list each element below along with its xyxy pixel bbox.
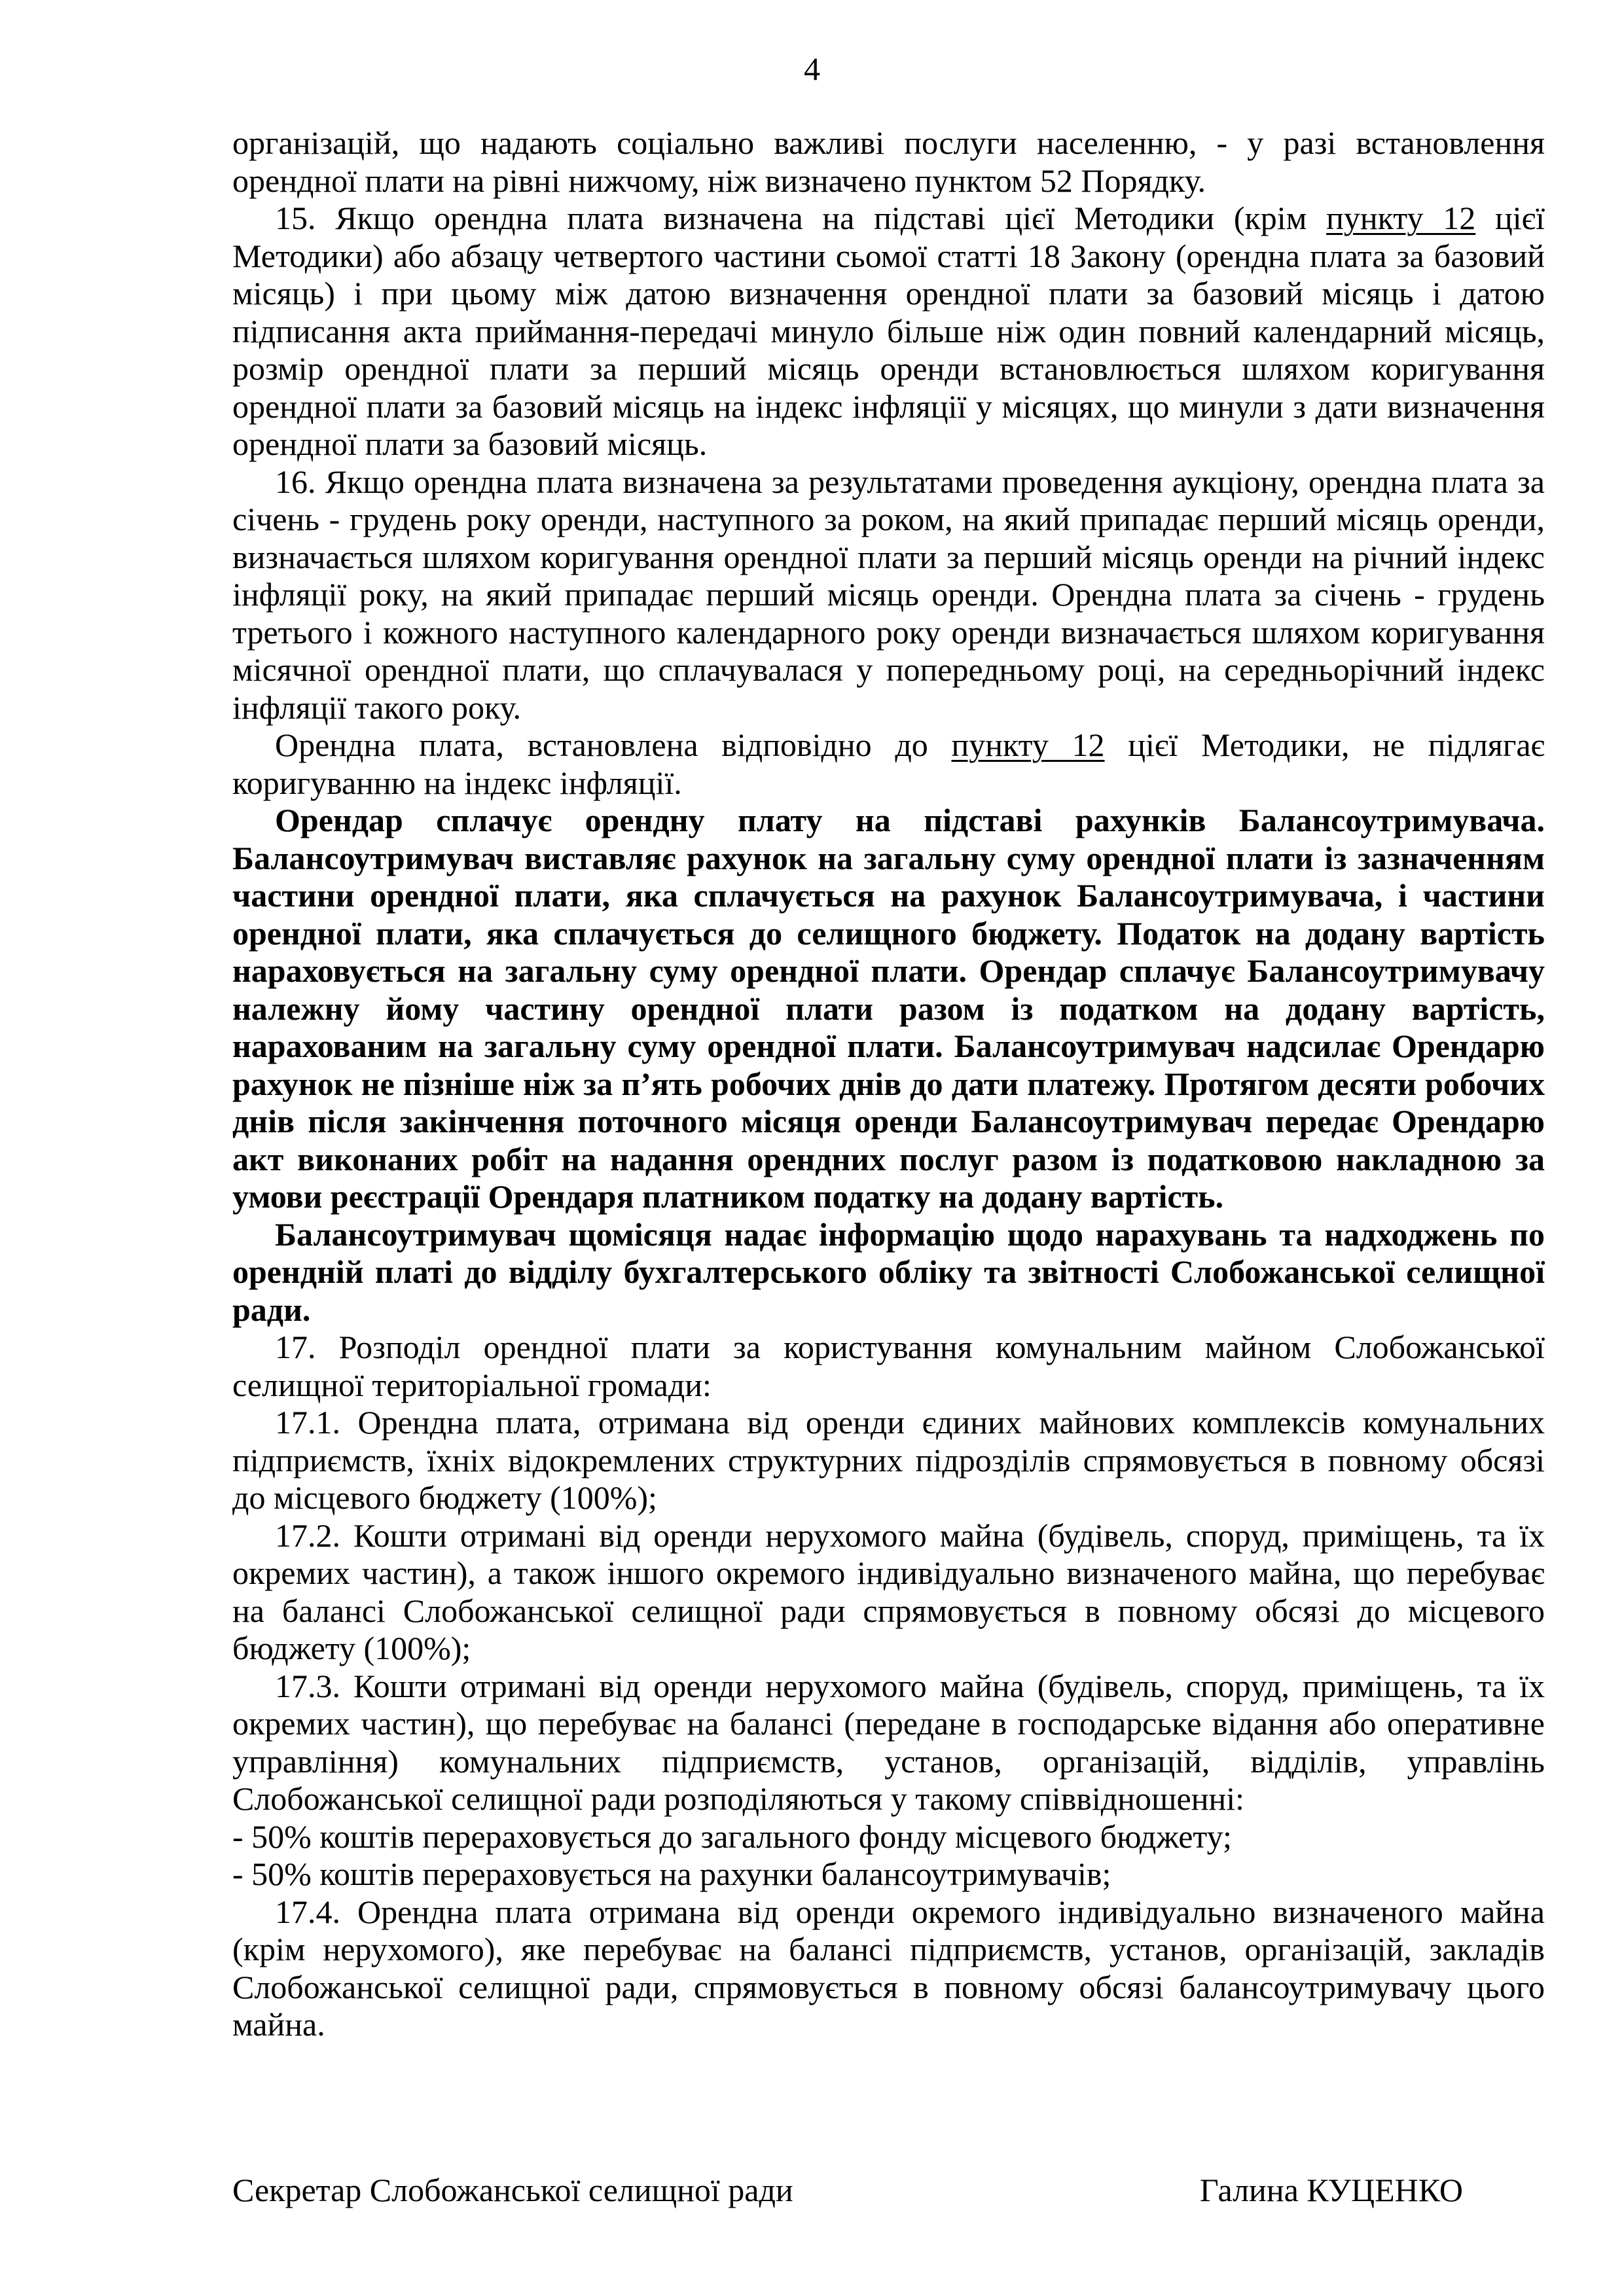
paragraph [232, 463, 1545, 727]
signature-row [232, 2172, 1545, 2210]
paragraph [232, 802, 1545, 1216]
text-run: Балансоутримувач щомісяця надає інформацію щодо нарахувань та надходжень по орендній платі до відділу бухгалтерського обліку та звітності Слобожанської селищної ради. [232, 1215, 1545, 1328]
paragraph [232, 1893, 1545, 2044]
text-run: Орендна плата, встановлена відповідно до [275, 726, 952, 763]
paragraph [232, 124, 1545, 200]
signature-name: Галина КУЦЕНКО [1199, 2171, 1463, 2208]
text-run: 17. Розподіл орендної плати за користування комунальним майном Слобожанської селищної територіальної громади: [232, 1329, 1545, 1403]
paragraph [232, 200, 1545, 463]
text-run: 15. Якщо орендна плата визначена на підставі цієї Методики (крім [275, 200, 1327, 236]
paragraph [232, 1856, 1545, 1893]
paragraph [232, 1329, 1545, 1404]
text-run: 17.4. Орендна плата отримана від оренди окремого індивідуально визначеного майна (крім нерухомого), яке перебуває на балансі підприємств, установ, організацій, закладів Слобожанської селищної ради, спрямовується в повному обсязі балансоутримувачу цього майна. [232, 1893, 1545, 2043]
paragraph [232, 1818, 1545, 1856]
paragraph [232, 726, 1545, 802]
text-run: - 50% коштів перераховується на рахунки балансоутримувачів; [232, 1856, 1111, 1892]
text-run: Орендар сплачує орендну плату на підставі рахунків Балансоутримувача. Балансоутримувач виставляє рахунок на загальну суму орендної плати із зазначенням частини орендної плати, яка сплачується на рахунок Балансоутримувача, і частини орендної плати, яка сплачується до селищного бюджету. Податок на додану вартість нараховується на загальну суму орендної плати. Орендар сплачує Балансоутримувачу належну йому частину орендної плати разом із податком на додану вартість, нарахованим на загальну суму орендної плати. Балансоутримувач надсилає Орендарю рахунок не пізніше ніж за п’ять робочих днів до дати платежу. Протягом десяти робочих днів після закінчення поточного місяця оренди Балансоутримувач передає Орендарю акт виконаних робіт на надання орендних послуг разом із податковою накладною за умови реєстрації Орендаря платником податку на додану вартість. [232, 802, 1545, 1215]
text-run: цієї Методики) або абзацу четвертого частини сьомої статті 18 Закону (орендна плата за базовий місяць) і при цьому між датою визначення орендної плати за базовий місяць і датою підписання акта приймання-передачі минуло більше ніж один повний календарний місяць, розмір орендної плати за перший місяць оренди встановлюється шляхом коригування орендної плати за базовий місяць на індекс інфляції у місяцях, що минули з дати визначення орендної плати за базовий місяць. [232, 200, 1545, 462]
text-run: цієї Методики, не підлягає коригуванню на індекс інфляції. [232, 726, 1545, 801]
text-run: 17.2. Кошти отримані від оренди нерухомого майна (будівель, споруд, приміщень, та їх окремих частин), а також іншого окремого індивідуально визначеного майна, що перебуває на балансі Слобожанської селищної ради спрямовується в повному обсязі до місцевого бюджету (100%); [232, 1516, 1545, 1666]
text-run: - 50% коштів перераховується до загального фонду місцевого бюджету; [232, 1818, 1232, 1855]
text-run: 16. Якщо орендна плата визначена за результатами проведення аукціону, орендна плата за січень - грудень року оренди, наступного за роком, на який припадає перший місяць оренди, визначається шляхом коригування орендної плати за перший місяць оренди на річний індекс інфляції року, на який припадає перший місяць оренди. Орендна плата за січень - грудень третього і кожного наступного календарного року оренди визначається шляхом коригування місячної орендної плати, що сплачувалася у попередньому році, на середньорічний індекс інфляції такого року. [232, 463, 1545, 726]
text-run: 17.1. Орендна плата, отримана від оренди єдиних майнових комплексів комунальних підприємств, їхніх відокремлених структурних підрозділів спрямовується в повному обсязі до місцевого бюджету (100%); [232, 1404, 1545, 1516]
underlined-text-run: пункту 12 [1326, 200, 1476, 236]
paragraph [232, 1404, 1545, 1517]
underlined-text-run: пункту 12 [951, 726, 1105, 763]
signature-title: Секретар Слобожанської селищної ради [232, 2171, 793, 2208]
paragraph [232, 1668, 1545, 1818]
text-run: 17.3. Кошти отримані від оренди нерухомого майна (будівель, споруд, приміщень, та їх окремих частин), що перебуває на балансі (передане в господарське відання або оперативне управління) комунальних підприємств, установ, організацій, відділів, управлінь Слобожанської селищної ради розподіляються у такому співвідношенні: [232, 1667, 1545, 1817]
document-body [232, 124, 1545, 2209]
text-run: організацій, що надають соціально важливі послуги населенню, - у разі встановлення орендної плати на рівні нижчому, ніж визначено пунктом 52 Порядку. [232, 124, 1545, 199]
paragraph [232, 1517, 1545, 1668]
paragraph [232, 1216, 1545, 1329]
page-number: 4 [804, 50, 820, 87]
